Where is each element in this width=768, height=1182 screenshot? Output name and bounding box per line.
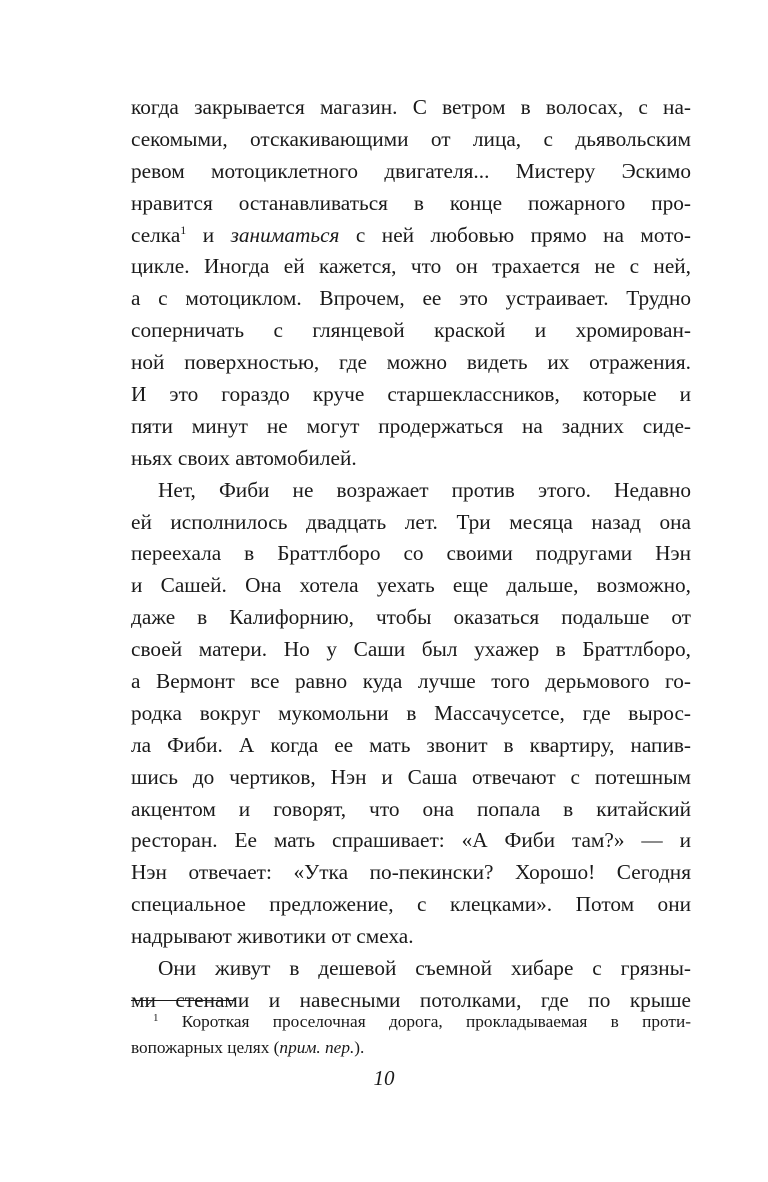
text-line: пяти минут не могут продержаться на задних сиде-: [131, 413, 691, 438]
text-line: родка вокруг мукомольни в Массачусетсе, где вырос-: [131, 700, 691, 725]
footnote: [131, 1009, 691, 1061]
text-line: когда закрывается магазин. С ветром в волосах, с на-: [131, 95, 691, 119]
text-line: цикле. Иногда ей кажется, что он трахается не с ней,: [131, 254, 691, 279]
text-line: своей матери. Но у Саши был ухажер в Браттлборо,: [131, 637, 691, 662]
text-line: [131, 220, 691, 252]
text-fragment: с ней любовью прямо на мото-: [339, 222, 691, 247]
text-fragment: Короткая проселочная дорога, прокладываемая в проти-: [158, 1012, 691, 1031]
footnote-marker: 1: [153, 1012, 159, 1024]
text-line: секомыми, отскакивающими от лица, с дьявольским: [131, 126, 691, 151]
text-line: ресторан. Ее мать спрашивает: «А Фиби там?» — и: [131, 828, 691, 853]
text-line: ной поверхностью, где можно видеть их отражения.: [131, 350, 691, 375]
text-line: акцентом и говорят, что она попала в китайский: [131, 796, 691, 821]
text-line: Нет, Фиби не возражает против этого. Недавно: [158, 477, 691, 502]
text-line: даже в Калифорнию, чтобы оказаться подальше от: [131, 605, 691, 630]
text-line: шись до чертиков, Нэн и Саша отвечают с потешным: [131, 764, 691, 789]
text-line: и Сашей. Она хотела уехать еще дальше, возможно,: [131, 573, 691, 598]
text-line: а с мотоциклом. Впрочем, ее это устраивает. Трудно: [131, 286, 691, 311]
text-line: ей исполнилось двадцать лет. Три месяца назад она: [131, 509, 691, 534]
text-line: соперничать с глянцевой краской и хромирован-: [131, 318, 691, 343]
text-fragment: и: [186, 222, 231, 247]
text-line: ла Фиби. А когда ее мать звонит в квартиру, напив-: [131, 732, 691, 757]
text-line: переехала в Браттлборо со своими подругами Нэн: [131, 541, 691, 566]
text-line: нравится останавливаться в конце пожарного про-: [131, 190, 691, 215]
footnote-line: [131, 1009, 691, 1035]
footnote-reference[interactable]: 1: [180, 222, 187, 237]
text-line: надрывают животики от смеха.: [131, 924, 414, 949]
text-line: ревом мотоциклетного двигателя... Мистеру Эскимо: [131, 158, 691, 183]
text-line: а Вермонт все равно куда лучше того дерьмового го-: [131, 669, 691, 694]
text-line: И это гораздо круче старшеклассников, которые и: [131, 382, 691, 407]
text-line: ньях своих автомобилей.: [131, 445, 357, 470]
emphasized-word: заниматься: [230, 222, 340, 247]
footnote-line: [131, 1035, 691, 1061]
page-number: 10: [373, 1066, 395, 1090]
text-line: Нэн отвечает: «Утка по-пекински? Хорошо! Сегодня: [131, 860, 691, 885]
footnote-divider: [131, 1000, 236, 1001]
text-fragment: селка: [131, 222, 181, 247]
text-fragment: вопожарных целях (: [131, 1038, 280, 1057]
text-line: Они живут в дешевой съемной хибаре с грязны-: [158, 956, 691, 981]
text-fragment: ).: [354, 1038, 365, 1057]
text-line: специальное предложение, с клецками». Потом они: [131, 892, 691, 917]
emphasized-note: прим. пер.: [279, 1038, 355, 1057]
main-text: [131, 92, 691, 1017]
text-line: ми стенами и навесными потолками, где по крыше: [131, 987, 691, 1012]
